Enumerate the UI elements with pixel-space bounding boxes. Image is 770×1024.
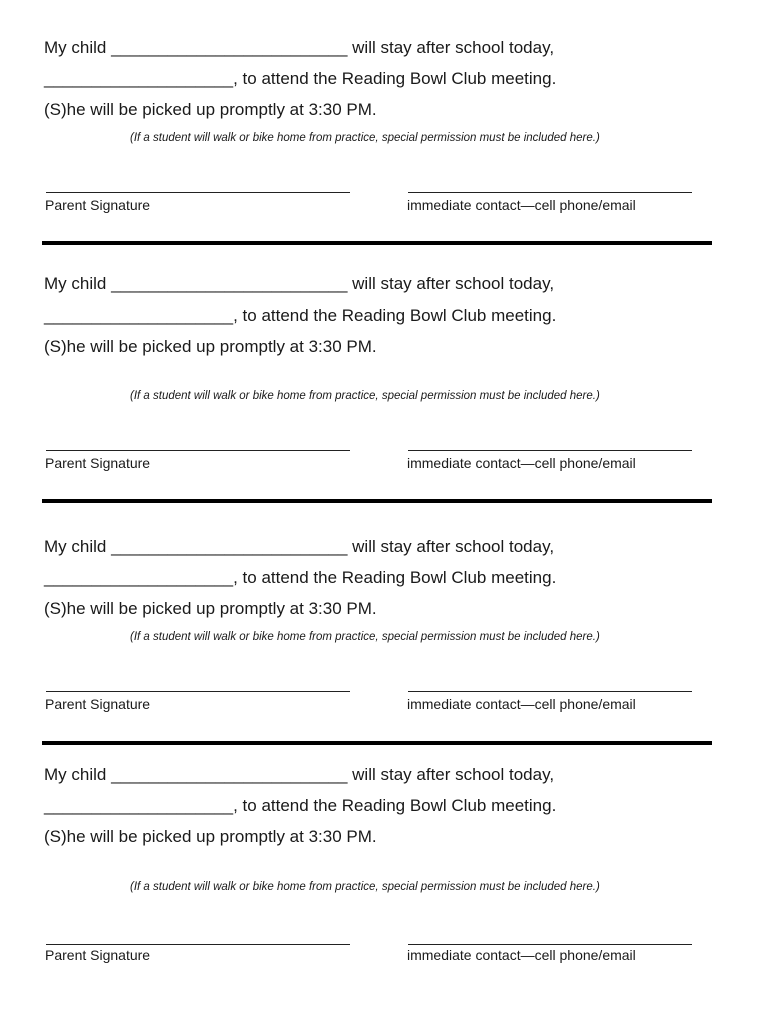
parent-signature-label: Parent Signature: [45, 455, 151, 471]
parent-signature-line[interactable]: [46, 691, 350, 692]
contact-line[interactable]: [408, 944, 692, 945]
parent-signature-label: Parent Signature: [45, 197, 151, 213]
pickup-time-line: (S)he will be picked up promptly at 3:30 PM.: [44, 827, 377, 846]
child-name-line: My child _________________________ will stay after school today,: [44, 537, 555, 556]
pickup-time-line: (S)he will be picked up promptly at 3:30 PM.: [44, 337, 377, 356]
club-meeting-line: ____________________, to attend the Reading Bowl Club meeting.: [44, 568, 557, 587]
walk-bike-note: (If a student will walk or bike home from practice, special permission must be included here.): [130, 132, 600, 144]
pickup-time-line: (S)he will be picked up promptly at 3:30 PM.: [44, 100, 377, 119]
section-divider: [42, 741, 712, 745]
contact-label: immediate contact—cell phone/email: [407, 696, 636, 712]
section-divider: [42, 499, 712, 503]
parent-signature-line[interactable]: [46, 450, 350, 451]
walk-bike-note: (If a student will walk or bike home from practice, special permission must be included here.): [130, 881, 600, 893]
contact-label: immediate contact—cell phone/email: [407, 455, 636, 471]
pickup-time-line: (S)he will be picked up promptly at 3:30 PM.: [44, 599, 377, 618]
section-divider: [42, 241, 712, 245]
child-name-line: My child _________________________ will stay after school today,: [44, 765, 555, 784]
club-meeting-line: ____________________, to attend the Reading Bowl Club meeting.: [44, 306, 557, 325]
contact-line[interactable]: [408, 691, 692, 692]
child-name-line: My child _________________________ will stay after school today,: [44, 38, 555, 57]
walk-bike-note: (If a student will walk or bike home from practice, special permission must be included here.): [130, 390, 600, 402]
parent-signature-line[interactable]: [46, 192, 350, 193]
contact-line[interactable]: [408, 450, 692, 451]
parent-signature-label: Parent Signature: [45, 947, 151, 963]
contact-line[interactable]: [408, 192, 692, 193]
parent-signature-line[interactable]: [46, 944, 350, 945]
child-name-line: My child _________________________ will stay after school today,: [44, 274, 555, 293]
walk-bike-note: (If a student will walk or bike home from practice, special permission must be included here.): [130, 631, 600, 643]
club-meeting-line: ____________________, to attend the Reading Bowl Club meeting.: [44, 796, 557, 815]
club-meeting-line: ____________________, to attend the Reading Bowl Club meeting.: [44, 69, 557, 88]
contact-label: immediate contact—cell phone/email: [407, 197, 636, 213]
contact-label: immediate contact—cell phone/email: [407, 947, 636, 963]
parent-signature-label: Parent Signature: [45, 696, 151, 712]
